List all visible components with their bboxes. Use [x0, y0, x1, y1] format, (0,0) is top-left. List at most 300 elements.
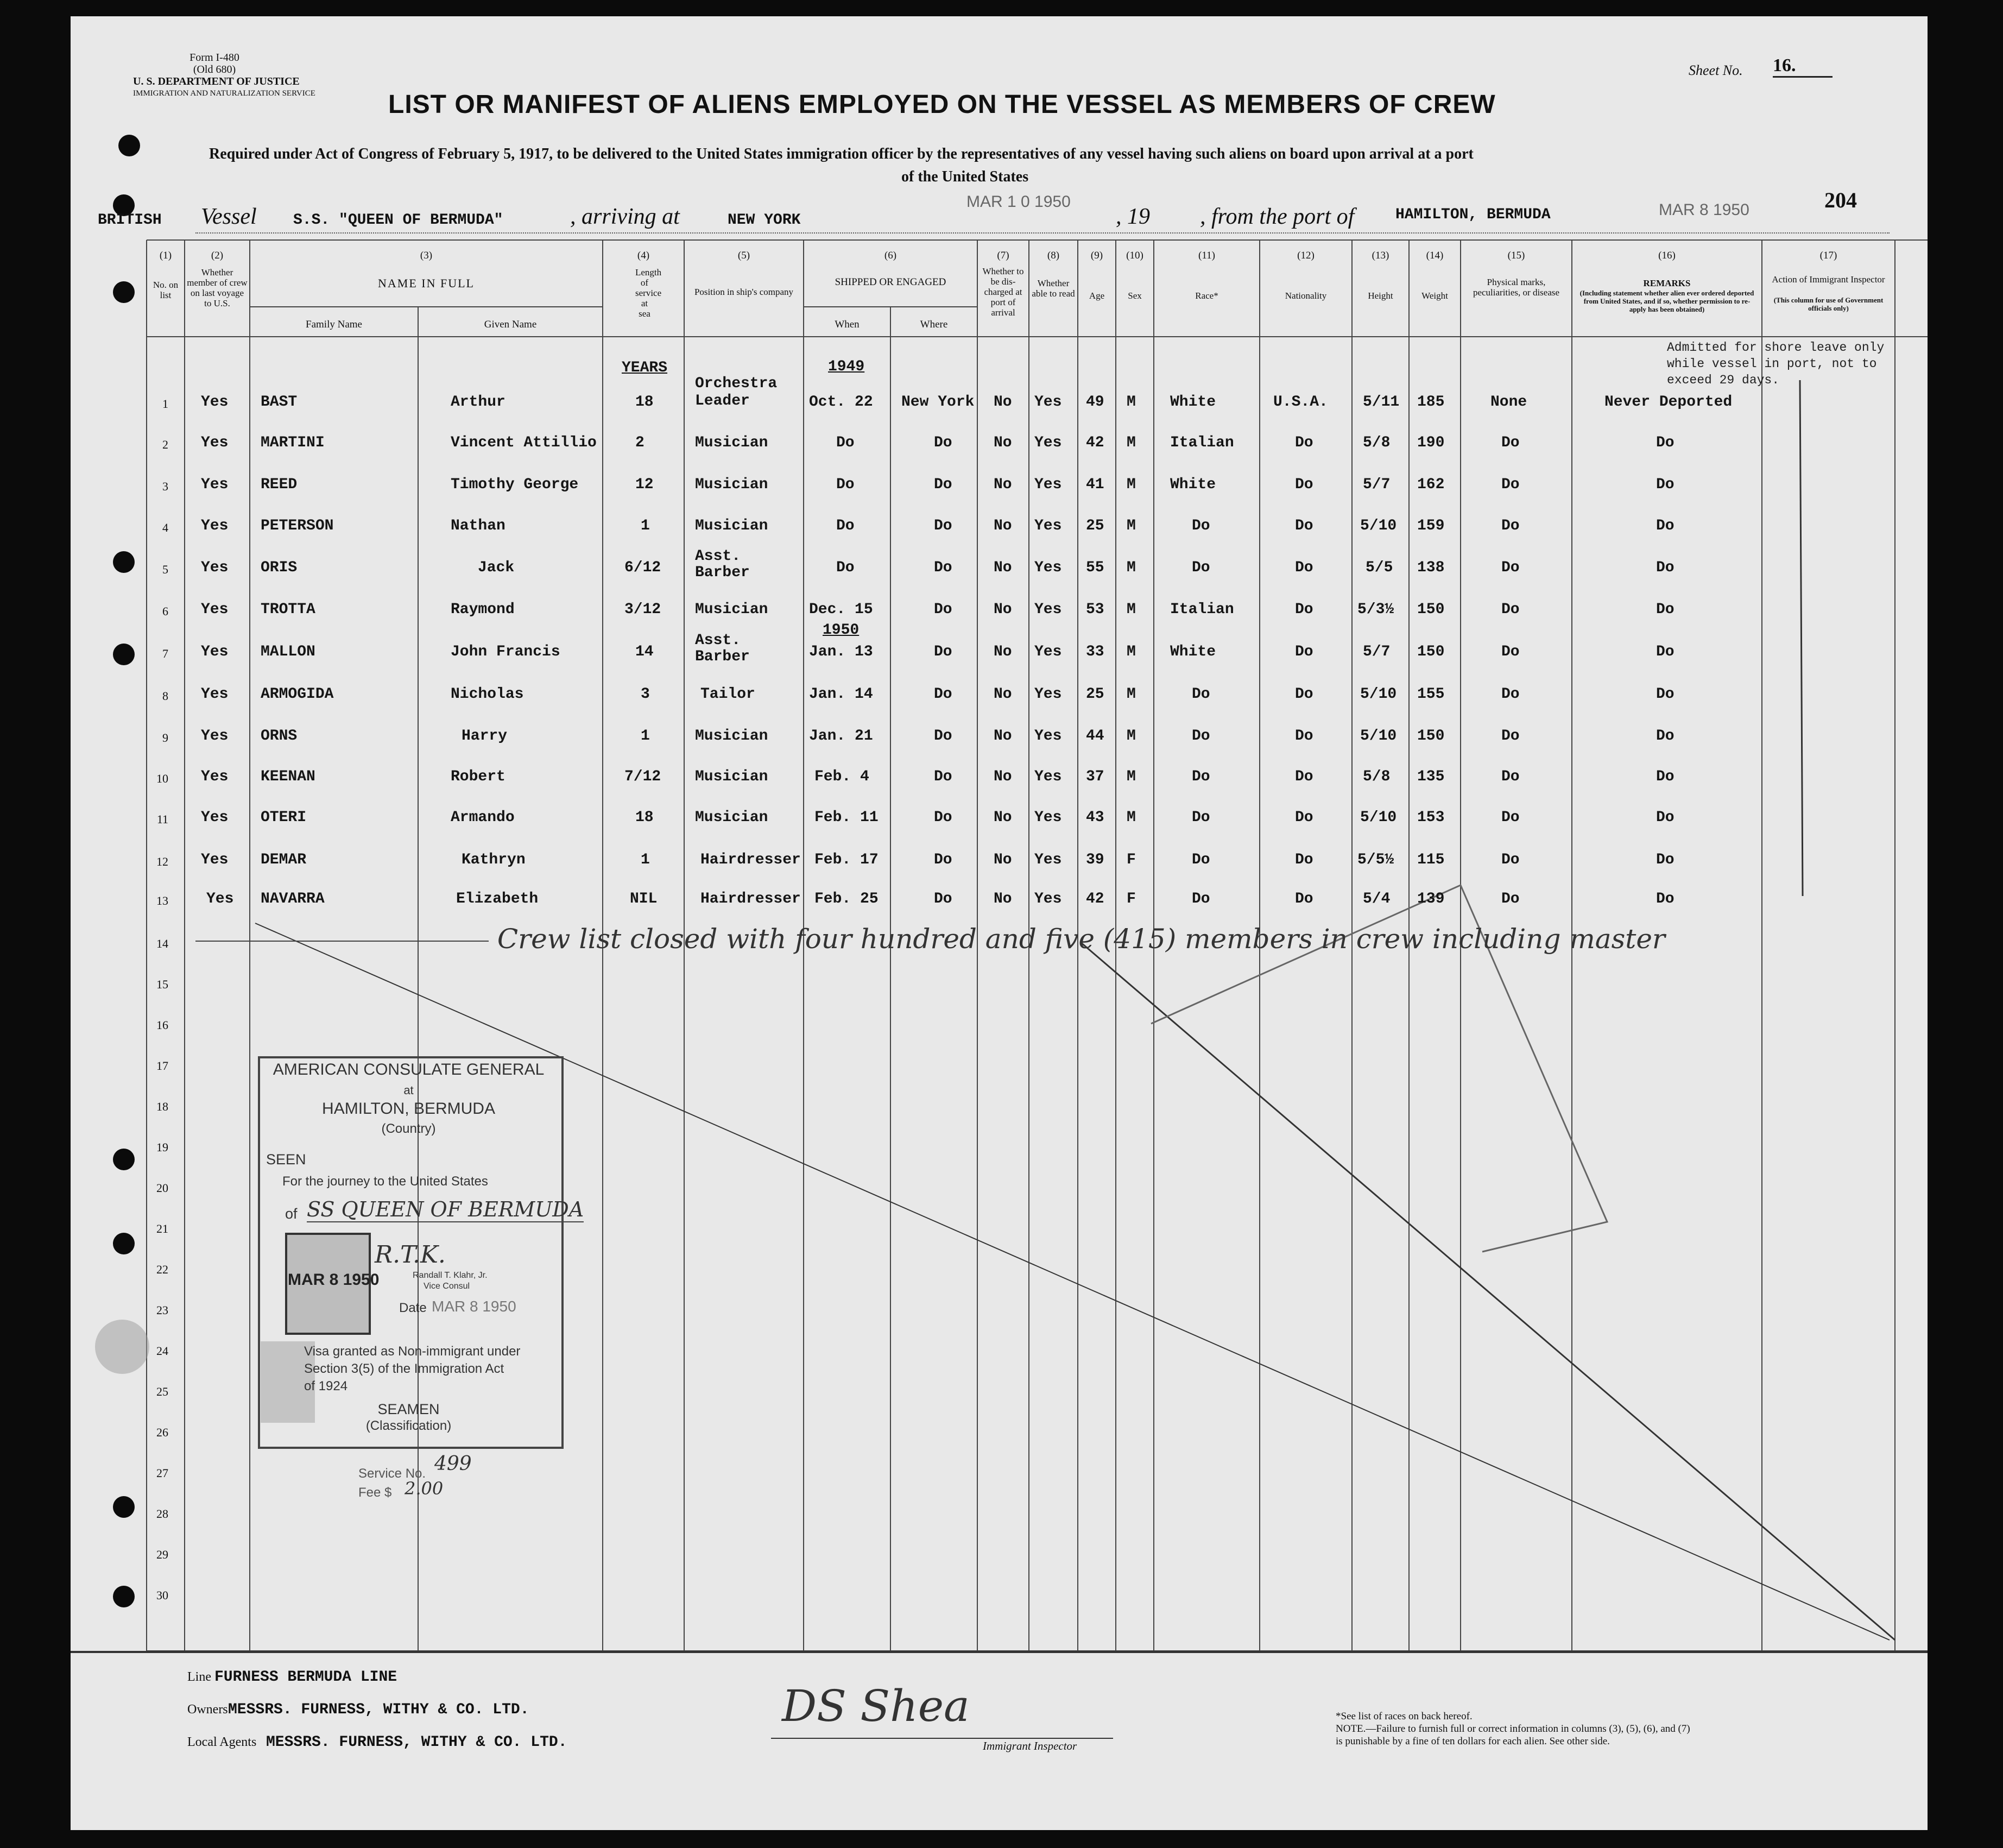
page-mark: 204	[1824, 188, 1857, 212]
column-3-number: (3)	[420, 250, 433, 261]
service-length: 7/12	[624, 768, 661, 785]
row-number: 26	[156, 1426, 168, 1439]
column-6-number: (6)	[884, 250, 897, 261]
position: Tailor	[700, 686, 755, 703]
shipped-when: Jan. 13	[809, 644, 873, 660]
row-number: 12	[156, 855, 168, 868]
discharged: No	[994, 852, 1012, 868]
shipped-where: Do	[934, 601, 952, 618]
row-number: 9	[162, 731, 168, 745]
stamp-date-value: MAR 8 1950	[432, 1298, 516, 1315]
shore-leave-note	[1667, 339, 1884, 388]
position: Musician	[695, 518, 768, 534]
physical-marks: None	[1490, 394, 1527, 411]
shipped-where: Do	[934, 559, 952, 576]
column-13-label: Height	[1368, 291, 1393, 301]
given-name: Kathryn	[462, 852, 526, 868]
fee-stamp-date: MAR 8 1950	[288, 1271, 380, 1289]
line-value: FURNESS BERMUDA LINE	[214, 1669, 397, 1686]
inspector-label: Immigrant Inspector	[983, 1739, 1077, 1752]
height: 5/7	[1363, 644, 1391, 660]
remarks: Do	[1656, 809, 1675, 826]
family-name: BAST	[261, 394, 298, 411]
stamp-of-label: of	[285, 1206, 298, 1222]
shipped-where: Do	[934, 434, 952, 451]
row-number: 28	[156, 1507, 168, 1521]
weight: 150	[1417, 601, 1445, 618]
discharged: No	[994, 559, 1012, 576]
age: 44	[1086, 728, 1104, 745]
age: 25	[1086, 686, 1104, 703]
service-length: 14	[635, 644, 654, 660]
age: 33	[1086, 644, 1104, 660]
crew-last-voyage: Yes	[201, 686, 229, 703]
family-name: REED	[261, 476, 298, 493]
shipped-where: Do	[934, 852, 952, 868]
given-name: John Francis	[451, 644, 560, 660]
row-number: 3	[162, 480, 168, 493]
form-number: Form I-480	[189, 52, 239, 64]
arriving-label: , arriving at	[570, 204, 680, 229]
service-number-label: Service No.	[358, 1466, 426, 1481]
position: Asst. Barber	[695, 548, 750, 581]
nationality: Do	[1295, 476, 1313, 493]
owners-label: Owners	[187, 1702, 228, 1717]
race: White	[1170, 394, 1216, 411]
age: 42	[1086, 434, 1104, 451]
service-length: 1	[641, 728, 650, 745]
given-name: Arthur	[451, 394, 506, 411]
sex: M	[1127, 518, 1136, 534]
position: Musician	[695, 728, 768, 745]
family-name-header: Family Name	[306, 319, 362, 330]
shipped-where: Do	[934, 891, 952, 907]
sex: M	[1127, 394, 1136, 411]
weight: 138	[1417, 559, 1445, 576]
crew-last-voyage: Yes	[201, 644, 229, 660]
column-5-number: (5)	[737, 250, 750, 261]
visa-line-3: of 1924	[304, 1379, 348, 1393]
height: 5/11	[1363, 394, 1400, 411]
shore-leave-line: Admitted for shore leave only	[1667, 340, 1885, 355]
height: 5/10	[1360, 728, 1397, 745]
column-13-number: (13)	[1372, 250, 1389, 261]
sex: M	[1127, 768, 1136, 785]
family-name: OTERI	[261, 809, 307, 826]
given-name: Timothy George	[451, 476, 579, 493]
remarks: Do	[1656, 559, 1675, 576]
height: 5/5	[1366, 559, 1393, 576]
position: Hairdresser	[700, 852, 801, 868]
sex: M	[1127, 434, 1136, 451]
physical-marks: Do	[1501, 434, 1520, 451]
from-port-label: , from the port of	[1200, 204, 1355, 229]
sheet-number-label: Sheet No.	[1689, 62, 1743, 78]
service-length: 18	[635, 394, 654, 411]
given-name-header: Given Name	[484, 319, 537, 330]
column-12-label: Nationality	[1285, 291, 1327, 301]
physical-marks: Do	[1501, 686, 1520, 703]
weight: 135	[1417, 768, 1445, 785]
row-number: 24	[156, 1344, 168, 1358]
shipped-where: Do	[934, 768, 952, 785]
column-14-number: (14)	[1426, 250, 1444, 261]
inspector-signature-line	[771, 1738, 1113, 1739]
remarks: Do	[1656, 518, 1675, 534]
sex: M	[1127, 476, 1136, 493]
remarks: Do	[1656, 852, 1675, 868]
row-number: 20	[156, 1181, 168, 1195]
race: Do	[1192, 686, 1210, 703]
nationality: Do	[1295, 728, 1313, 745]
able-to-read: Yes	[1034, 394, 1062, 411]
sex: M	[1127, 601, 1136, 618]
weight: 185	[1417, 394, 1445, 411]
weight: 155	[1417, 686, 1445, 703]
crew-last-voyage: Yes	[201, 601, 229, 618]
shipped-when-header: When	[835, 319, 860, 330]
service-length: 1	[641, 852, 650, 868]
weight: 115	[1417, 852, 1445, 868]
column-8-label: Whether able to read	[1032, 278, 1075, 299]
position: Musician	[695, 768, 768, 785]
shipped-when: Do	[836, 518, 855, 534]
weight: 139	[1417, 891, 1445, 907]
crew-last-voyage: Yes	[201, 809, 229, 826]
fee-amount: 2.00	[405, 1478, 444, 1499]
shipped-when: Do	[836, 559, 855, 576]
discharged: No	[994, 394, 1012, 411]
position: Musician	[695, 476, 768, 493]
row-number: 22	[156, 1263, 168, 1276]
able-to-read: Yes	[1034, 891, 1062, 907]
sheet-number: 16.	[1773, 55, 1833, 78]
row-number: 1	[162, 397, 168, 411]
row-number: 15	[156, 977, 168, 991]
column-4-number: (4)	[637, 250, 650, 261]
physical-marks: Do	[1501, 476, 1520, 493]
able-to-read: Yes	[1034, 559, 1062, 576]
weight: 159	[1417, 518, 1445, 534]
year-1949: 1949	[828, 358, 865, 375]
shipped-where: New York	[901, 394, 975, 411]
given-name: Jack	[478, 559, 515, 576]
age: 39	[1086, 852, 1104, 868]
weight: 162	[1417, 476, 1445, 493]
crew-last-voyage: Yes	[201, 852, 229, 868]
column-12-number: (12)	[1297, 250, 1315, 261]
row-number: 25	[156, 1385, 168, 1398]
family-name: NAVARRA	[261, 891, 325, 907]
physical-marks: Do	[1501, 768, 1520, 785]
discharged: No	[994, 434, 1012, 451]
row-number: 30	[156, 1588, 168, 1602]
nationality: Do	[1295, 518, 1313, 534]
page-title: LIST OR MANIFEST OF ALIENS EMPLOYED ON THE VESSEL AS MEMBERS OF CREW	[388, 90, 1496, 119]
department: U. S. DEPARTMENT OF JUSTICE	[133, 75, 300, 87]
race: Do	[1192, 852, 1210, 868]
column-7-number: (7)	[997, 250, 1009, 261]
column-11-number: (11)	[1198, 250, 1215, 261]
family-name: PETERSON	[261, 518, 334, 534]
able-to-read: Yes	[1034, 518, 1062, 534]
physical-marks: Do	[1501, 852, 1520, 868]
age: 41	[1086, 476, 1104, 493]
shipped-when: Jan. 21	[809, 728, 873, 745]
nationality: Do	[1295, 686, 1313, 703]
column-4-label: Length of service at sea	[635, 267, 662, 319]
service-name: IMMIGRATION AND NATURALIZATION SERVICE	[133, 89, 315, 98]
position: Musician	[695, 601, 768, 618]
shipped-when: Feb. 17	[814, 852, 879, 868]
race: Italian	[1170, 434, 1234, 451]
shipped-when: Feb. 4	[814, 768, 869, 785]
family-name: MALLON	[261, 644, 315, 660]
height: 5/7	[1363, 476, 1391, 493]
age: 37	[1086, 768, 1104, 785]
able-to-read: Yes	[1034, 686, 1062, 703]
crew-last-voyage: Yes	[201, 476, 229, 493]
crew-last-voyage: Yes	[201, 434, 229, 451]
able-to-read: Yes	[1034, 644, 1062, 660]
column-9-number: (9)	[1090, 250, 1103, 261]
family-name: ARMOGIDA	[261, 686, 334, 703]
race: White	[1170, 476, 1216, 493]
sex: M	[1127, 559, 1136, 576]
sex: M	[1127, 644, 1136, 660]
visa-line-1: Visa granted as Non-immigrant under	[304, 1344, 521, 1359]
service-length: 3/12	[624, 601, 661, 618]
service-length: 1	[641, 518, 650, 534]
row-number: 2	[162, 438, 168, 451]
local-agents-value: MESSRS. FURNESS, WITHY & CO. LTD.	[266, 1734, 567, 1751]
height: 5/10	[1360, 518, 1397, 534]
family-name: TROTTA	[261, 601, 315, 618]
shipped-where: Do	[934, 686, 952, 703]
race: Italian	[1170, 601, 1234, 618]
physical-marks: Do	[1501, 891, 1520, 907]
remarks: Do	[1656, 601, 1675, 618]
column-11-label: Race*	[1195, 291, 1218, 301]
inspector-signature: DS Shea	[782, 1681, 970, 1731]
consulate-city: HAMILTON, BERMUDA	[322, 1100, 495, 1118]
given-name: Raymond	[451, 601, 515, 618]
row-number: 23	[156, 1303, 168, 1317]
physical-marks: Do	[1501, 601, 1520, 618]
years-label: YEARS	[622, 359, 668, 376]
shore-leave-line: while vessel in port, not to	[1667, 357, 1877, 371]
physical-marks: Do	[1501, 728, 1520, 745]
departure-port: HAMILTON, BERMUDA	[1395, 206, 1551, 223]
remarks: Do	[1656, 728, 1675, 745]
column-1-number: (1)	[159, 250, 172, 261]
nationality: Do	[1295, 809, 1313, 826]
shipped-when: Jan. 14	[809, 686, 873, 703]
able-to-read: Yes	[1034, 768, 1062, 785]
discharged: No	[994, 891, 1012, 907]
nationality: Do	[1295, 852, 1313, 868]
able-to-read: Yes	[1034, 434, 1062, 451]
fee-label: Fee $	[358, 1485, 392, 1500]
row-number: 10	[156, 772, 168, 785]
discharged: No	[994, 809, 1012, 826]
remarks: Do	[1656, 768, 1675, 785]
classification-label: (Classification)	[365, 1418, 452, 1433]
position: Orchestra Leader	[695, 375, 778, 409]
family-name: KEENAN	[261, 768, 315, 785]
consulate-at: at	[403, 1083, 414, 1097]
column-16-number: (16)	[1658, 250, 1676, 261]
remarks: Do	[1656, 891, 1675, 907]
age: 42	[1086, 891, 1104, 907]
position: Hairdresser	[700, 891, 801, 907]
column-14-label: Weight	[1421, 291, 1448, 301]
crew-last-voyage: Yes	[201, 768, 229, 785]
discharged: No	[994, 728, 1012, 745]
able-to-read: Yes	[1034, 728, 1062, 745]
penalty-note-1: NOTE.—Failure to furnish full or correct information in columns (3), (5), (6), and (7)	[1336, 1723, 1690, 1735]
row-number: 18	[156, 1100, 168, 1113]
service-length: 18	[635, 809, 654, 826]
column-17-detail: (This column for use of Government officials only)	[1773, 296, 1884, 312]
position: Asst. Barber	[695, 632, 750, 665]
column-15-number: (15)	[1507, 250, 1525, 261]
height: 5/8	[1363, 434, 1391, 451]
column-16-detail: (Including statement whether alien ever ordered deported from United States, and if so, whether permission to re-apply has been obtained)	[1579, 289, 1754, 313]
local-agents-label: Local Agents	[187, 1735, 257, 1749]
discharged: No	[994, 768, 1012, 785]
column-5-label: Position in ship's company	[694, 287, 794, 297]
column-1-label: No. on list	[153, 280, 179, 300]
given-name: Nicholas	[451, 686, 524, 703]
crew-last-voyage: Yes	[201, 518, 229, 534]
column-7-label: Whether to be dis-charged at port of arrival	[982, 266, 1024, 318]
shipped-when: Dec. 15	[809, 601, 873, 618]
service-number: 499	[434, 1453, 472, 1475]
column-2-number: (2)	[211, 250, 224, 261]
nationality: Do	[1295, 768, 1313, 785]
family-name: MARTINI	[261, 434, 325, 451]
family-name: ORNS	[261, 728, 298, 745]
shore-leave-line: exceed 29 days.	[1667, 373, 1780, 387]
departure-date-stamp: MAR 8 1950	[1659, 201, 1749, 219]
physical-marks: Do	[1501, 518, 1520, 534]
row-number: 7	[162, 647, 168, 660]
height: 5/8	[1363, 768, 1391, 785]
height: 5/10	[1360, 686, 1397, 703]
nationality: U.S.A.	[1273, 394, 1328, 411]
given-name: Elizabeth	[456, 891, 539, 907]
column-9-label: Age	[1089, 291, 1105, 301]
weight: 150	[1417, 728, 1445, 745]
discharged: No	[994, 686, 1012, 703]
year-1950: 1950	[823, 622, 860, 639]
race: Do	[1192, 518, 1210, 534]
weight: 150	[1417, 644, 1445, 660]
height: 5/3½	[1357, 601, 1394, 618]
age: 43	[1086, 809, 1104, 826]
age: 53	[1086, 601, 1104, 618]
column-2-label: Whether member of crew on last voyage to U.S.	[187, 267, 248, 308]
family-name: DEMAR	[261, 852, 307, 868]
discharged: No	[994, 601, 1012, 618]
crew-last-voyage: Yes	[201, 559, 229, 576]
line-label: Line	[187, 1670, 211, 1684]
shipped-when: Feb. 11	[814, 809, 879, 826]
stamp-of-vessel: SS QUEEN OF BERMUDA	[307, 1197, 584, 1221]
row-number: 29	[156, 1548, 168, 1561]
race: Do	[1192, 559, 1210, 576]
column-8-number: (8)	[1047, 250, 1060, 261]
closing-note	[195, 923, 1895, 955]
sex: M	[1127, 728, 1136, 745]
able-to-read: Yes	[1034, 809, 1062, 826]
column-3-label: NAME IN FULL	[378, 276, 475, 290]
shipped-when: Do	[836, 434, 855, 451]
shipped-when: Feb. 25	[814, 891, 879, 907]
arrival-date-stamp: MAR 1 0 1950	[966, 193, 1071, 211]
consulate-name: AMERICAN CONSULATE GENERAL	[273, 1061, 545, 1078]
able-to-read: Yes	[1034, 852, 1062, 868]
column-10-number: (10)	[1126, 250, 1143, 261]
row-number: 16	[156, 1018, 168, 1032]
arrival-port: NEW YORK	[728, 212, 801, 229]
stamp-seen: SEEN	[266, 1151, 306, 1168]
row-number: 11	[156, 812, 168, 826]
row-number: 14	[156, 937, 168, 950]
crew-last-voyage: Yes	[201, 728, 229, 745]
height: 5/10	[1360, 809, 1397, 826]
visa-line-2: Section 3(5) of the Immigration Act	[304, 1361, 504, 1376]
race: Do	[1192, 809, 1210, 826]
able-to-read: Yes	[1034, 601, 1062, 618]
consulate-country: (Country)	[381, 1121, 436, 1136]
form-old-number: (Old 680)	[193, 64, 236, 75]
shipped-where: Do	[934, 476, 952, 493]
shipped-where: Do	[934, 809, 952, 826]
sex: M	[1127, 686, 1136, 703]
crew-last-voyage: Yes	[201, 394, 229, 411]
discharged: No	[994, 644, 1012, 660]
age: 25	[1086, 518, 1104, 534]
weight: 153	[1417, 809, 1445, 826]
vessel-nationality: BRITISH	[98, 212, 162, 229]
physical-marks: Do	[1501, 809, 1520, 826]
footer-divider	[71, 1651, 1928, 1653]
shipped-when: Oct. 22	[809, 394, 873, 411]
race: Do	[1192, 768, 1210, 785]
column-16-label: REMARKS	[1643, 278, 1691, 288]
service-length: 2	[635, 434, 645, 451]
discharged: No	[994, 476, 1012, 493]
discharged: No	[994, 518, 1012, 534]
column-15-label: Physical marks, peculiarities, or disease	[1473, 277, 1560, 298]
sex: M	[1127, 809, 1136, 826]
service-length: 12	[635, 476, 654, 493]
races-note: *See list of races on back hereof.	[1336, 1711, 1473, 1722]
able-to-read: Yes	[1034, 476, 1062, 493]
sex: F	[1127, 852, 1136, 868]
vessel-label: Vessel	[201, 204, 257, 229]
nationality: Do	[1295, 559, 1313, 576]
row-number: 19	[156, 1140, 168, 1154]
given-name: Harry	[462, 728, 508, 745]
row-number: 27	[156, 1466, 168, 1480]
row-number: 21	[156, 1222, 168, 1235]
row-number: 6	[162, 604, 168, 618]
nationality: Do	[1295, 891, 1313, 907]
closing-note-text: Crew list closed with four hundred and five (415) members in crew including master	[497, 923, 1665, 955]
